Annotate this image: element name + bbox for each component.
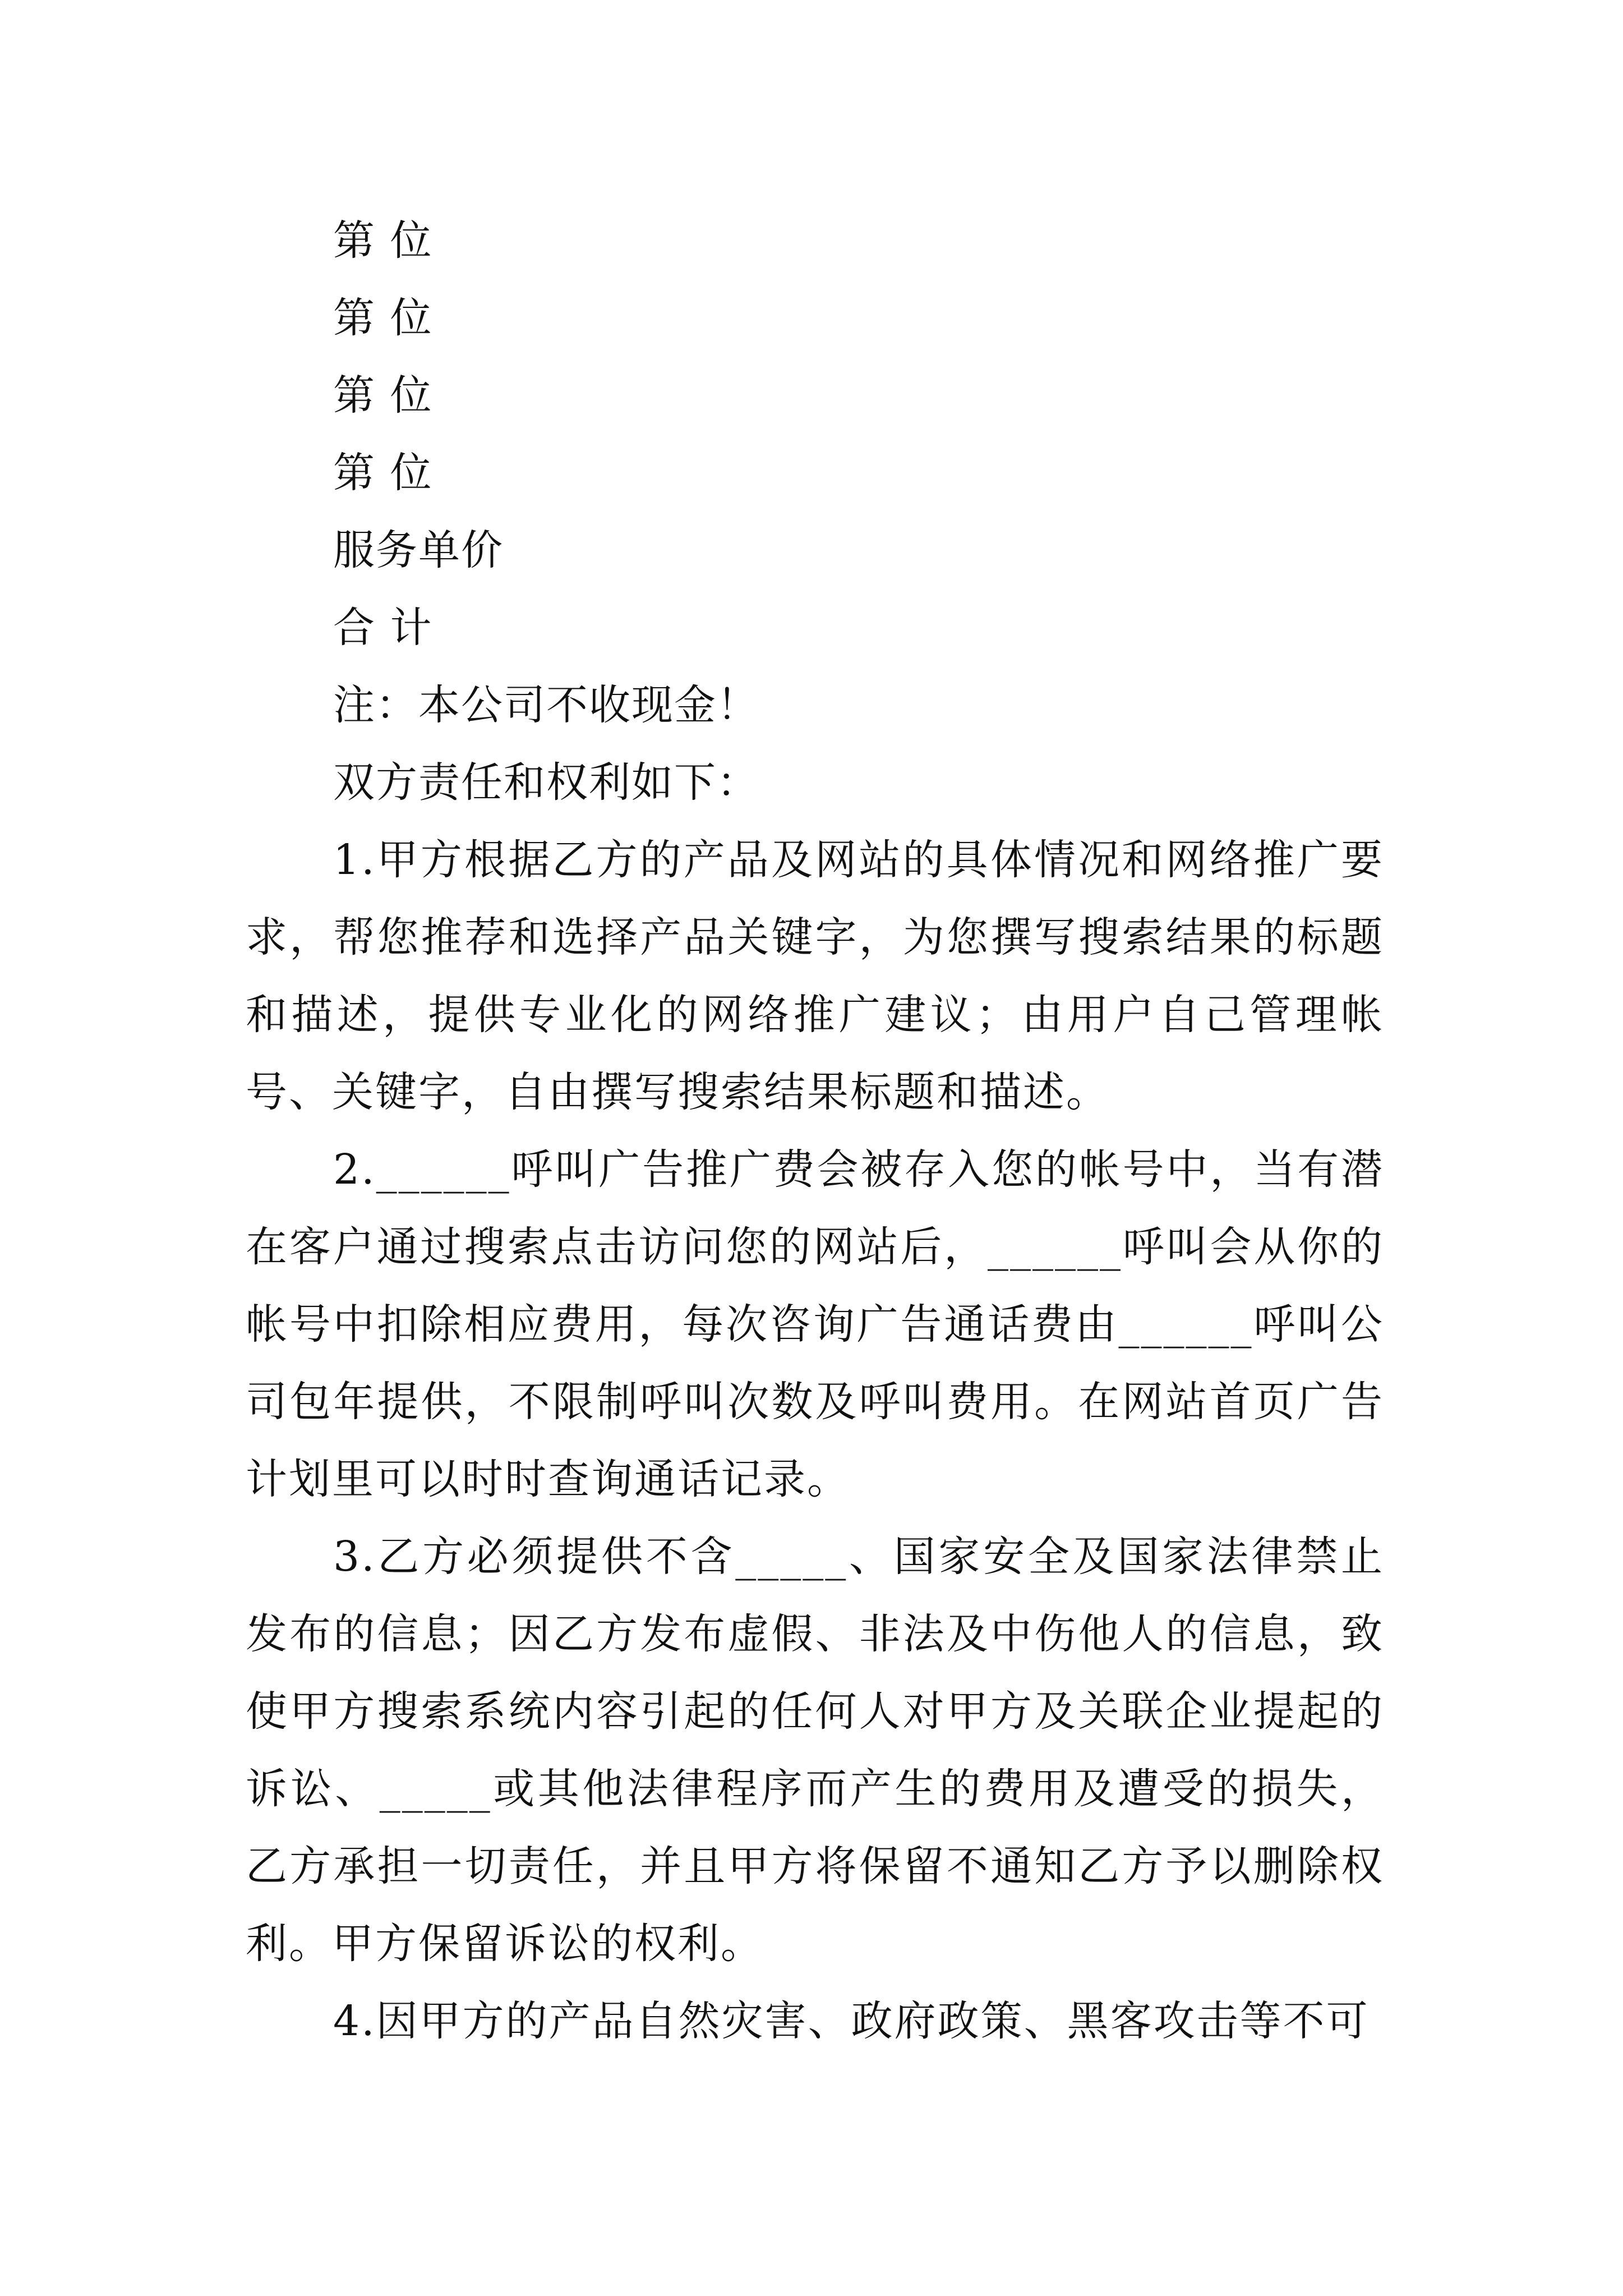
- note-no-cash: 注：本公司不收现金！: [333, 681, 759, 729]
- clause-2: 2.______呼叫广告推广费会被存入您的帐号中，当有潜在客户通过搜索点击访问您的网站后，______呼叫会从你的帐号中扣除相应费用，每次咨询广告通话费由______呼叫公司包年提供，不限制呼叫次数及呼叫费用。在网站首页广告计划里可以时时查询通话记录。: [246, 1145, 1384, 1503]
- list-line-total: 合 计: [333, 604, 433, 652]
- clause-3: 3.乙方必须提供不含_____、国家安全及国家法律禁止发布的信息；因乙方发布虚假、非法及中伤他人的信息，致使甲方搜索系统内容引起的任何人对甲方及关联企业提起的诉讼、_____或其他法律程序而产生的费用及遭受的损失，乙方承担一切责任，并且甲方将保留不通知乙方予以删除权利。甲方保留诉讼的权利。: [246, 1533, 1384, 1968]
- list-line-position-1: 第 位: [333, 217, 433, 265]
- list-line-position-2: 第 位: [333, 294, 433, 342]
- list-line-unit-price: 服务单价: [333, 526, 504, 574]
- clause-1: 1.甲方根据乙方的产品及网站的具体情况和网络推广要求，帮您推荐和选择产品关键字，为您撰写搜索结果的标题和描述，提供专业化的网络推广建议；由用户自己管理帐号、关键字，自由撰写搜索结果标题和描述。: [246, 836, 1384, 1116]
- document-body: [246, 202, 1384, 2060]
- list-line-position-3: 第 位: [333, 371, 433, 420]
- clause-4: 4.因甲方的产品自然灾害、政府政策、黑客攻击等不可: [333, 1997, 1370, 2045]
- rights-heading: 双方责任和权利如下：: [333, 758, 759, 807]
- list-line-position-4: 第 位: [333, 449, 433, 497]
